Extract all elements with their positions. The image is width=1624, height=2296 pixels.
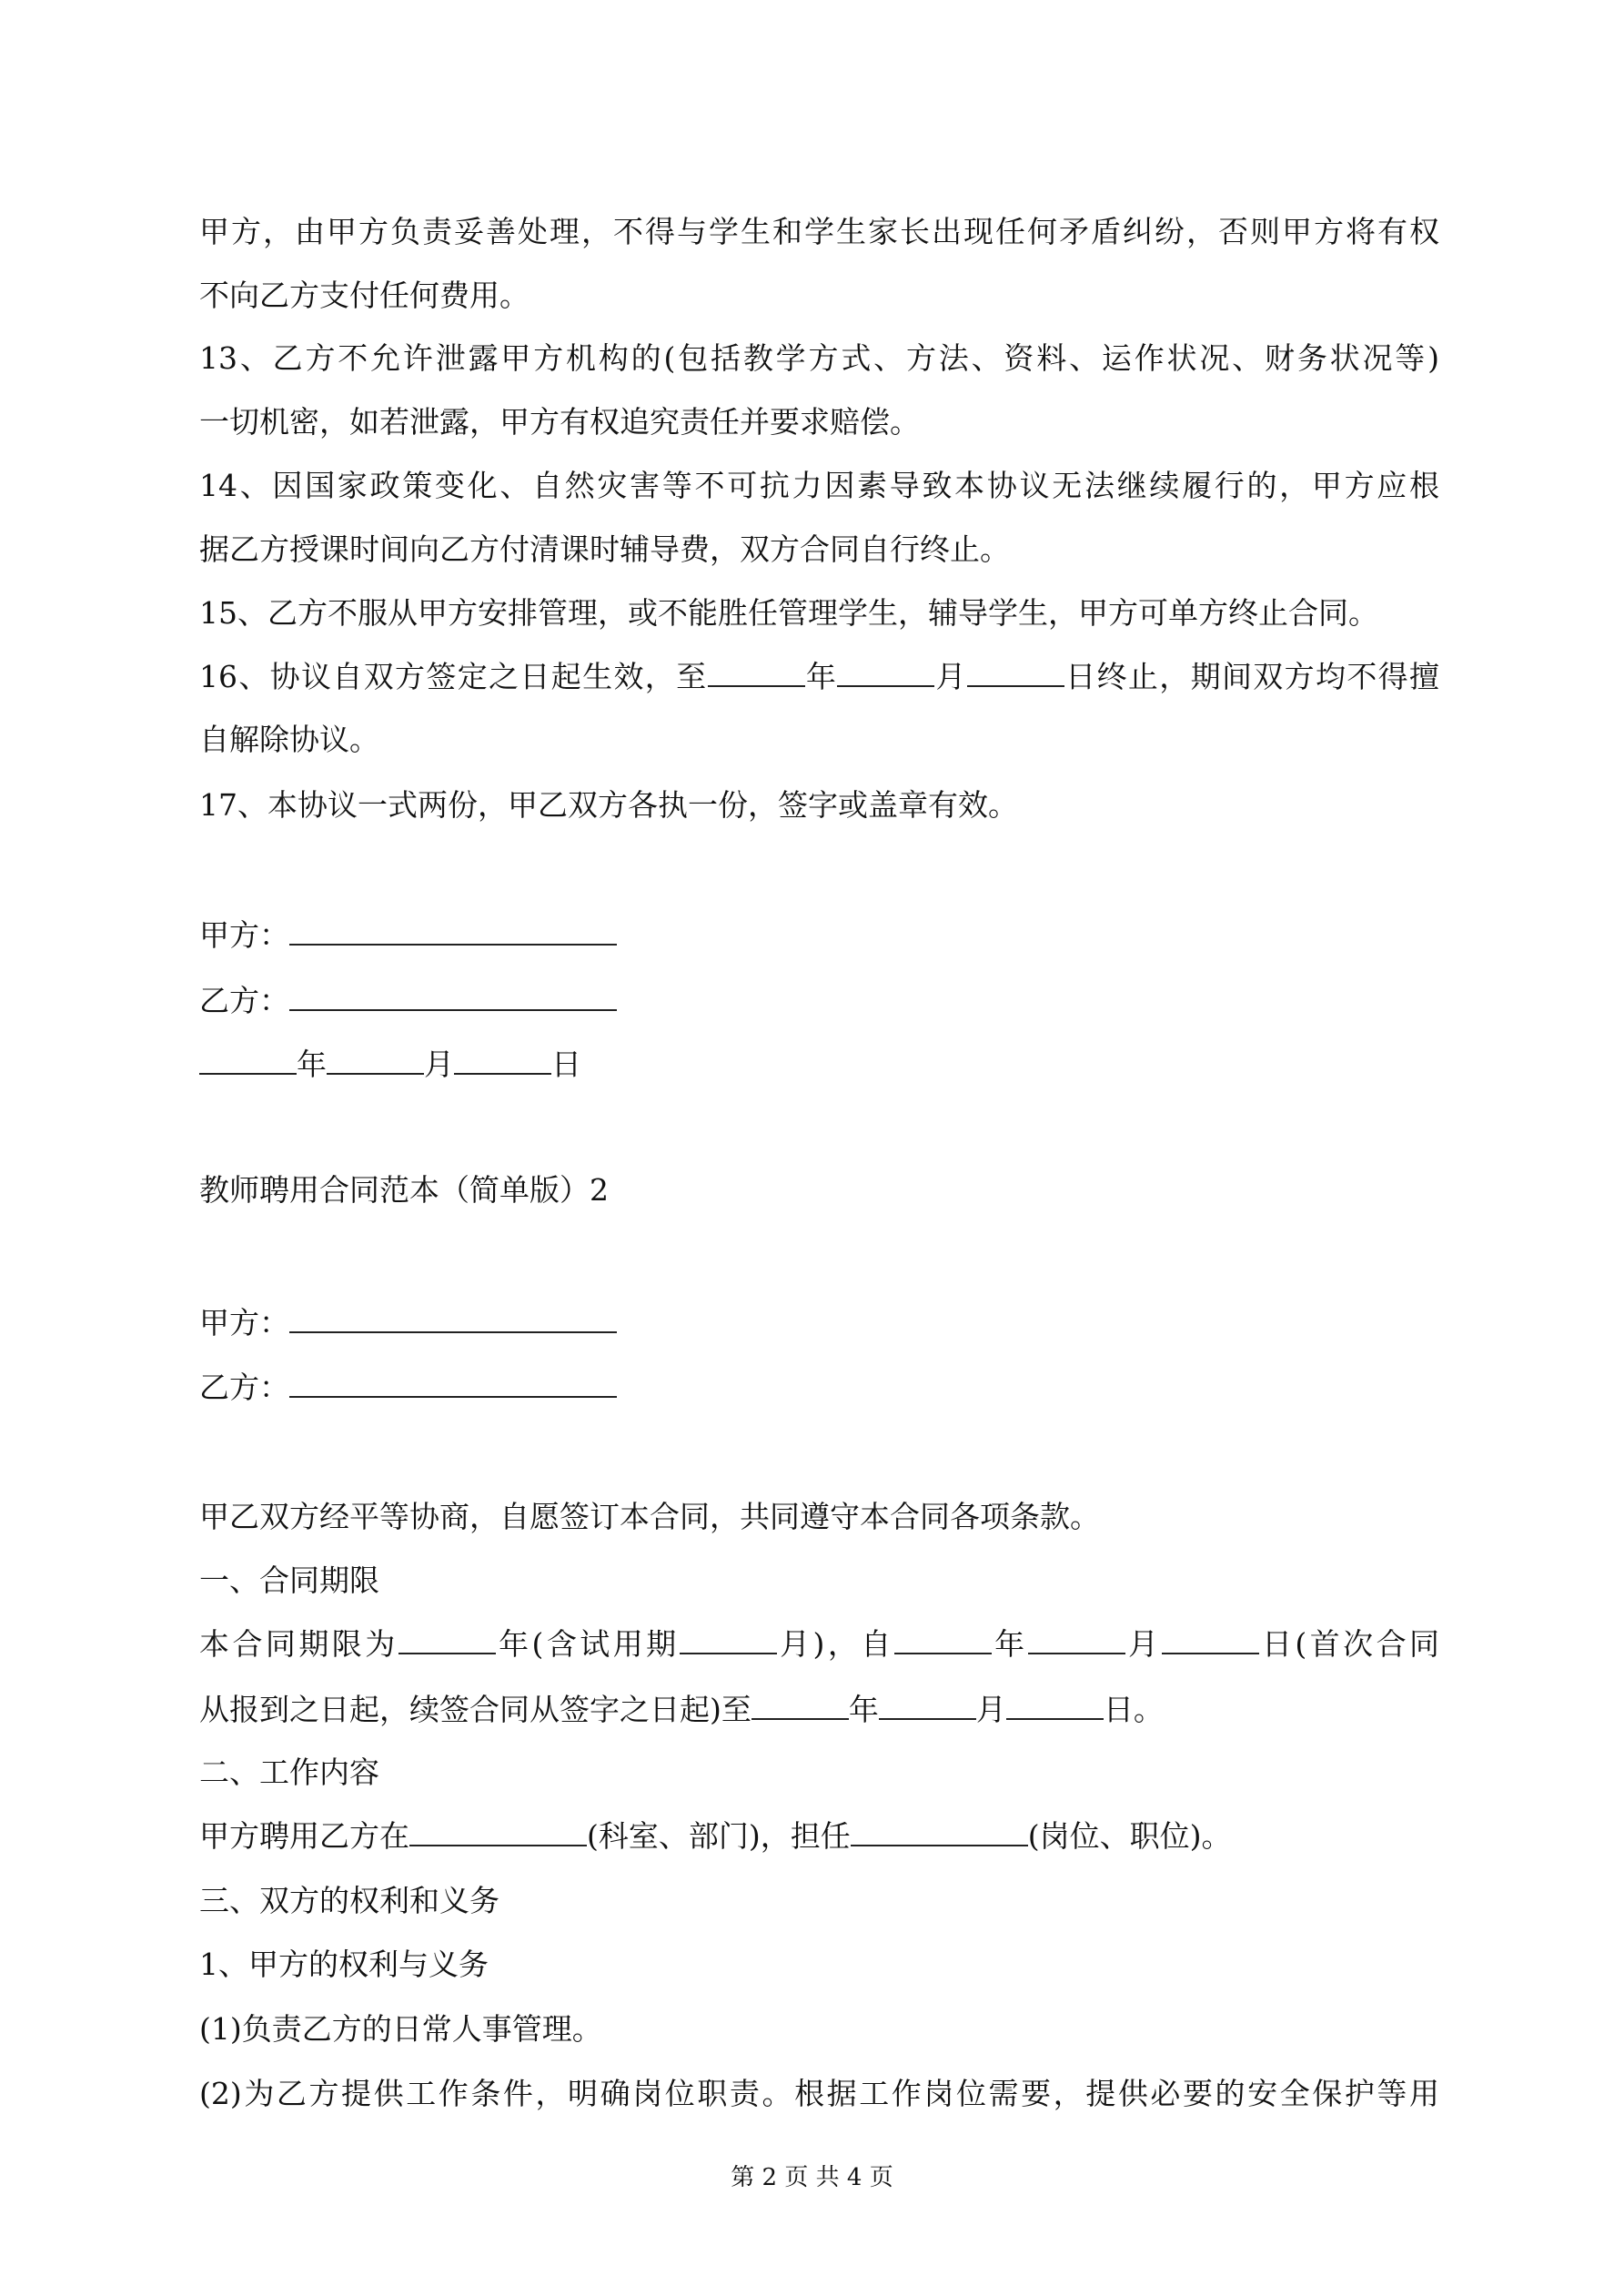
text-segment: 14、因国家政策变化、自然灾害等不可抗力因素导致本协议无法继续履行的，甲方应根 bbox=[199, 468, 1439, 503]
text-line bbox=[199, 1563, 1439, 1599]
text-line bbox=[199, 214, 1439, 250]
fill-in-blank bbox=[1162, 1625, 1259, 1654]
fill-in-blank bbox=[454, 1046, 551, 1075]
fill-in-blank bbox=[289, 1304, 617, 1333]
fill-in-blank bbox=[1006, 1691, 1104, 1720]
text-segment: 本合同期限为 bbox=[199, 1626, 398, 1662]
text-line bbox=[199, 787, 1439, 824]
text-segment: 月 bbox=[1125, 1626, 1162, 1662]
text-line bbox=[199, 404, 1439, 440]
text-line bbox=[199, 1369, 1439, 1406]
text-segment: 自解除协议。 bbox=[199, 722, 379, 757]
text-segment: 16、协议自双方签定之日起生效，至 bbox=[199, 659, 708, 694]
text-segment: 据乙方授课时间向乙方付清课时辅导费，双方合同自行终止。 bbox=[199, 531, 1010, 567]
text-segment: 从报到之日起，续签合同从签字之日起)至 bbox=[199, 1692, 751, 1727]
text-line bbox=[199, 916, 1439, 954]
text-segment: 三、双方的权利和义务 bbox=[199, 1883, 499, 1918]
fill-in-blank bbox=[708, 658, 805, 687]
text-segment: (科室、部门)，担任 bbox=[587, 1818, 851, 1854]
text-line bbox=[199, 1883, 1439, 1919]
text-segment: 甲方聘用乙方在 bbox=[199, 1818, 409, 1854]
text-segment: 一切机密，如若泄露，甲方有权追究责任并要求赔偿。 bbox=[199, 404, 920, 440]
text-line bbox=[199, 1817, 1439, 1855]
text-segment: (2)为乙方提供工作条件，明确岗位职责。根据工作岗位需要，提供必要的安全保护等用 bbox=[199, 2076, 1439, 2111]
text-line bbox=[199, 1625, 1439, 1663]
text-segment: 17、本协议一式两份，甲乙双方各执一份，签字或盖章有效。 bbox=[199, 787, 1018, 823]
text-segment: 日 bbox=[551, 1047, 581, 1082]
text-line bbox=[199, 340, 1439, 377]
fill-in-blank bbox=[398, 1625, 496, 1654]
text-segment: 日(首次合同 bbox=[1258, 1626, 1440, 1662]
text-line bbox=[199, 722, 1439, 758]
fill-in-blank bbox=[1028, 1625, 1125, 1654]
fill-in-blank bbox=[409, 1817, 587, 1846]
text-segment: 13、乙方不允许泄露甲方机构的(包括教学方式、方法、资料、运作状况、财务状况等) bbox=[199, 340, 1439, 376]
fill-in-blank bbox=[894, 1625, 992, 1654]
text-line bbox=[199, 2011, 1439, 2048]
text-segment: 月)，自 bbox=[776, 1626, 894, 1662]
fill-in-blank bbox=[851, 1817, 1028, 1846]
text-segment: 教师聘用合同范本（简单版）2 bbox=[199, 1172, 609, 1208]
text-segment: 15、乙方不服从甲方安排管理，或不能胜任管理学生，辅导学生，甲方可单方终止合同。 bbox=[199, 595, 1378, 631]
text-segment: 年(含试用期 bbox=[495, 1626, 680, 1662]
text-segment: 甲乙双方经平等协商，自愿签订本合同，共同遵守本合同各项条款。 bbox=[199, 1499, 1100, 1534]
text-line bbox=[199, 1304, 1439, 1341]
text-segment: 乙方： bbox=[199, 983, 289, 1018]
text-line bbox=[199, 1947, 1439, 1983]
text-segment: 甲方： bbox=[199, 917, 289, 953]
text-line bbox=[199, 1691, 1439, 1728]
text-line bbox=[199, 658, 1439, 695]
text-line bbox=[199, 1046, 1439, 1083]
fill-in-blank bbox=[967, 658, 1064, 687]
text-segment: 甲方： bbox=[199, 1305, 289, 1340]
fill-in-blank bbox=[751, 1691, 849, 1720]
text-line bbox=[199, 982, 1439, 1019]
text-segment: 甲方，由甲方负责妥善处理，不得与学生和学生家长出现任何矛盾纠纷，否则甲方将有权 bbox=[199, 214, 1439, 249]
text-line bbox=[199, 1172, 1439, 1209]
text-segment: 不向乙方支付任何费用。 bbox=[199, 278, 530, 313]
text-segment: 日终止，期间双方均不得擅 bbox=[1064, 659, 1439, 694]
text-line bbox=[199, 2076, 1439, 2112]
text-segment: 月 bbox=[934, 659, 967, 694]
text-segment: 年 bbox=[991, 1626, 1028, 1662]
fill-in-blank bbox=[289, 982, 617, 1011]
text-segment: 年 bbox=[848, 1692, 879, 1727]
fill-in-blank bbox=[289, 916, 617, 946]
text-line bbox=[199, 1499, 1439, 1535]
text-segment: 日。 bbox=[1103, 1692, 1164, 1727]
fill-in-blank bbox=[879, 1691, 976, 1720]
text-segment: 乙方： bbox=[199, 1370, 289, 1405]
text-segment: (1)负责乙方的日常人事管理。 bbox=[199, 2011, 602, 2047]
text-segment: 年 bbox=[297, 1047, 327, 1082]
text-line bbox=[199, 595, 1439, 632]
text-line bbox=[199, 278, 1439, 314]
text-line bbox=[199, 468, 1439, 504]
fill-in-blank bbox=[199, 1046, 297, 1075]
text-segment: (岗位、职位)。 bbox=[1027, 1818, 1232, 1854]
fill-in-blank bbox=[327, 1046, 424, 1075]
text-line bbox=[199, 1755, 1439, 1791]
text-segment: 年 bbox=[804, 659, 838, 694]
fill-in-blank bbox=[289, 1369, 617, 1398]
page-footer: 第 2 页 共 4 页 bbox=[731, 2164, 893, 2191]
fill-in-blank bbox=[837, 658, 934, 687]
text-segment: 一、合同期限 bbox=[199, 1563, 379, 1598]
fill-in-blank bbox=[680, 1625, 777, 1654]
text-segment: 月 bbox=[975, 1692, 1006, 1727]
text-segment: 月 bbox=[424, 1047, 454, 1082]
text-segment: 二、工作内容 bbox=[199, 1755, 379, 1790]
text-line bbox=[199, 531, 1439, 568]
text-segment: 1、甲方的权利与义务 bbox=[199, 1947, 489, 1982]
